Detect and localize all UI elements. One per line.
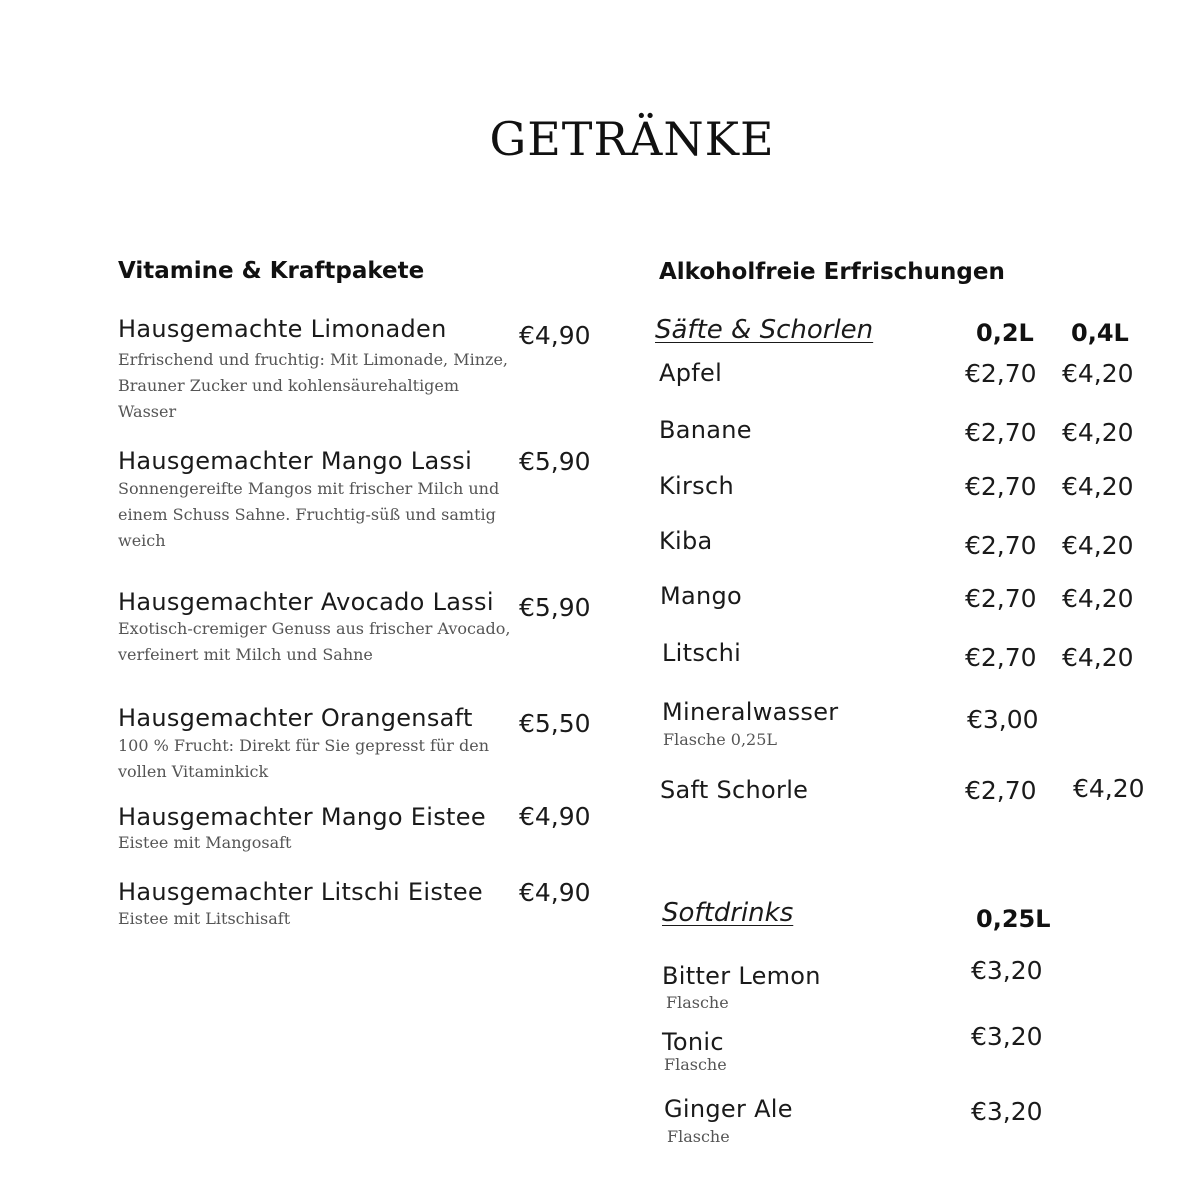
softdrink-name: Bitter Lemon — [662, 962, 821, 990]
section-heading-alkoholfrei: Alkoholfreie Erfrischungen — [659, 259, 1005, 285]
item-description: Sonnengereifte Mangos mit frischer Milch und einem Schuss Sahne. Fruchtig-süß und samtig weich — [118, 479, 500, 550]
juice-price-large: €4,20 — [1062, 531, 1134, 560]
juice-name: Mineralwasser — [662, 698, 839, 726]
juice-name: Mango — [660, 582, 743, 610]
size-header-softdrinks: 0,25L — [976, 905, 1051, 933]
softdrink-subtitle: Flasche — [666, 993, 729, 1012]
item-name: Hausgemachter Orangensaft — [118, 704, 473, 732]
item-description: Eistee mit Mangosaft — [118, 833, 292, 852]
juice-price-large: €4,20 — [1062, 584, 1134, 613]
juice-name: Banane — [659, 416, 752, 444]
juice-name: Litschi — [662, 639, 742, 667]
juice-price-small: €2,70 — [965, 584, 1037, 613]
item-price: €5,90 — [519, 593, 591, 622]
item-price: €4,90 — [519, 878, 591, 907]
softdrink-price: €3,20 — [971, 956, 1043, 985]
juice-price-small: €2,70 — [965, 359, 1037, 388]
juice-price-small: €2,70 — [965, 531, 1037, 560]
item-price: €4,90 — [519, 321, 591, 350]
juice-name: Kirsch — [659, 472, 734, 500]
softdrink-subtitle: Flasche — [667, 1127, 730, 1146]
juice-price-large: €4,20 — [1062, 472, 1134, 501]
juice-price-small: €2,70 — [965, 472, 1037, 501]
softdrink-subtitle: Flasche — [664, 1055, 727, 1074]
juice-name: Kiba — [659, 527, 713, 555]
item-name: Hausgemachter Avocado Lassi — [118, 588, 494, 616]
section-heading-vitamine: Vitamine & Kraftpakete — [118, 258, 425, 284]
juice-price-small: €3,00 — [967, 705, 1039, 734]
subsection-title-softdrinks: Softdrinks — [662, 898, 794, 928]
softdrink-price: €3,20 — [971, 1022, 1043, 1051]
subsection-title-saefte: Säfte & Schorlen — [655, 315, 874, 345]
item-description: Exotisch-cremiger Genuss aus frischer Avocado, verfeinert mit Milch und Sahne — [118, 619, 511, 664]
softdrink-price: €3,20 — [971, 1097, 1043, 1126]
size-header-small: 0,2L — [976, 319, 1034, 347]
juice-price-large: €4,20 — [1062, 418, 1134, 447]
item-price: €5,90 — [519, 447, 591, 476]
juice-price-large: €4,20 — [1073, 774, 1145, 803]
item-name: Hausgemachter Litschi Eistee — [118, 878, 483, 906]
item-name: Hausgemachter Mango Eistee — [118, 803, 486, 831]
page-title: GETRÄNKE — [489, 112, 775, 166]
juice-name: Apfel — [659, 359, 723, 387]
juice-subtitle: Flasche 0,25L — [663, 730, 778, 749]
item-description: 100 % Frucht: Direkt für Sie gepresst für den vollen Vitaminkick — [118, 736, 489, 781]
item-description: Erfrischend und fruchtig: Mit Limonade, Minze, Brauner Zucker und kohlensäurehaltigem Wasser — [118, 350, 509, 421]
item-name: Hausgemachter Mango Lassi — [118, 447, 473, 475]
juice-price-small: €2,70 — [965, 418, 1037, 447]
size-header-large: 0,4L — [1071, 319, 1129, 347]
item-name: Hausgemachte Limonaden — [118, 315, 447, 343]
item-price: €4,90 — [519, 802, 591, 831]
softdrink-name: Tonic — [662, 1028, 724, 1056]
item-description: Eistee mit Litschisaft — [118, 909, 291, 928]
softdrink-name: Ginger Ale — [664, 1095, 793, 1123]
juice-price-small: €2,70 — [965, 776, 1037, 805]
item-price: €5,50 — [519, 709, 591, 738]
juice-price-large: €4,20 — [1062, 359, 1134, 388]
juice-price-large: €4,20 — [1062, 643, 1134, 672]
juice-name: Saft Schorle — [660, 776, 809, 804]
juice-price-small: €2,70 — [965, 643, 1037, 672]
